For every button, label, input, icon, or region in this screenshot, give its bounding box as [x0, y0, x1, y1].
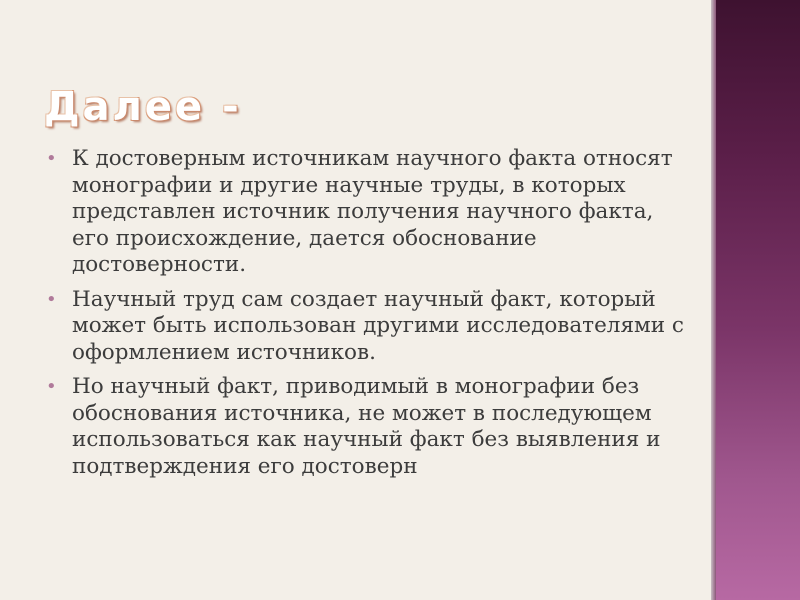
bullet-icon: • — [46, 148, 57, 169]
bullet-item — [46, 374, 686, 480]
bullet-text: Но научный факт, приводимый в монографии без обоснования источника, не может в последующем использоваться как научный факт без выявления и подтверждения его достоверн — [72, 374, 661, 479]
bullet-icon: • — [46, 288, 57, 310]
bullet-icon: • — [46, 376, 57, 397]
bullet-text: Научный труд сам создает научный факт, который может быть использован другими исследователями с оформлением источников. — [72, 286, 684, 365]
sidebar-edge — [711, 0, 716, 600]
bullet-list — [46, 146, 686, 488]
slide-title: Далее - — [44, 84, 242, 130]
bullet-item — [46, 287, 686, 367]
decorative-sidebar — [711, 0, 800, 600]
bullet-text: К достоверным источникам научного факта относят монографии и другие научные труды, в которых представлен источник получения научного факта, его происхождение, дается обоснование достоверности. — [72, 146, 673, 277]
bullet-item — [46, 146, 686, 279]
